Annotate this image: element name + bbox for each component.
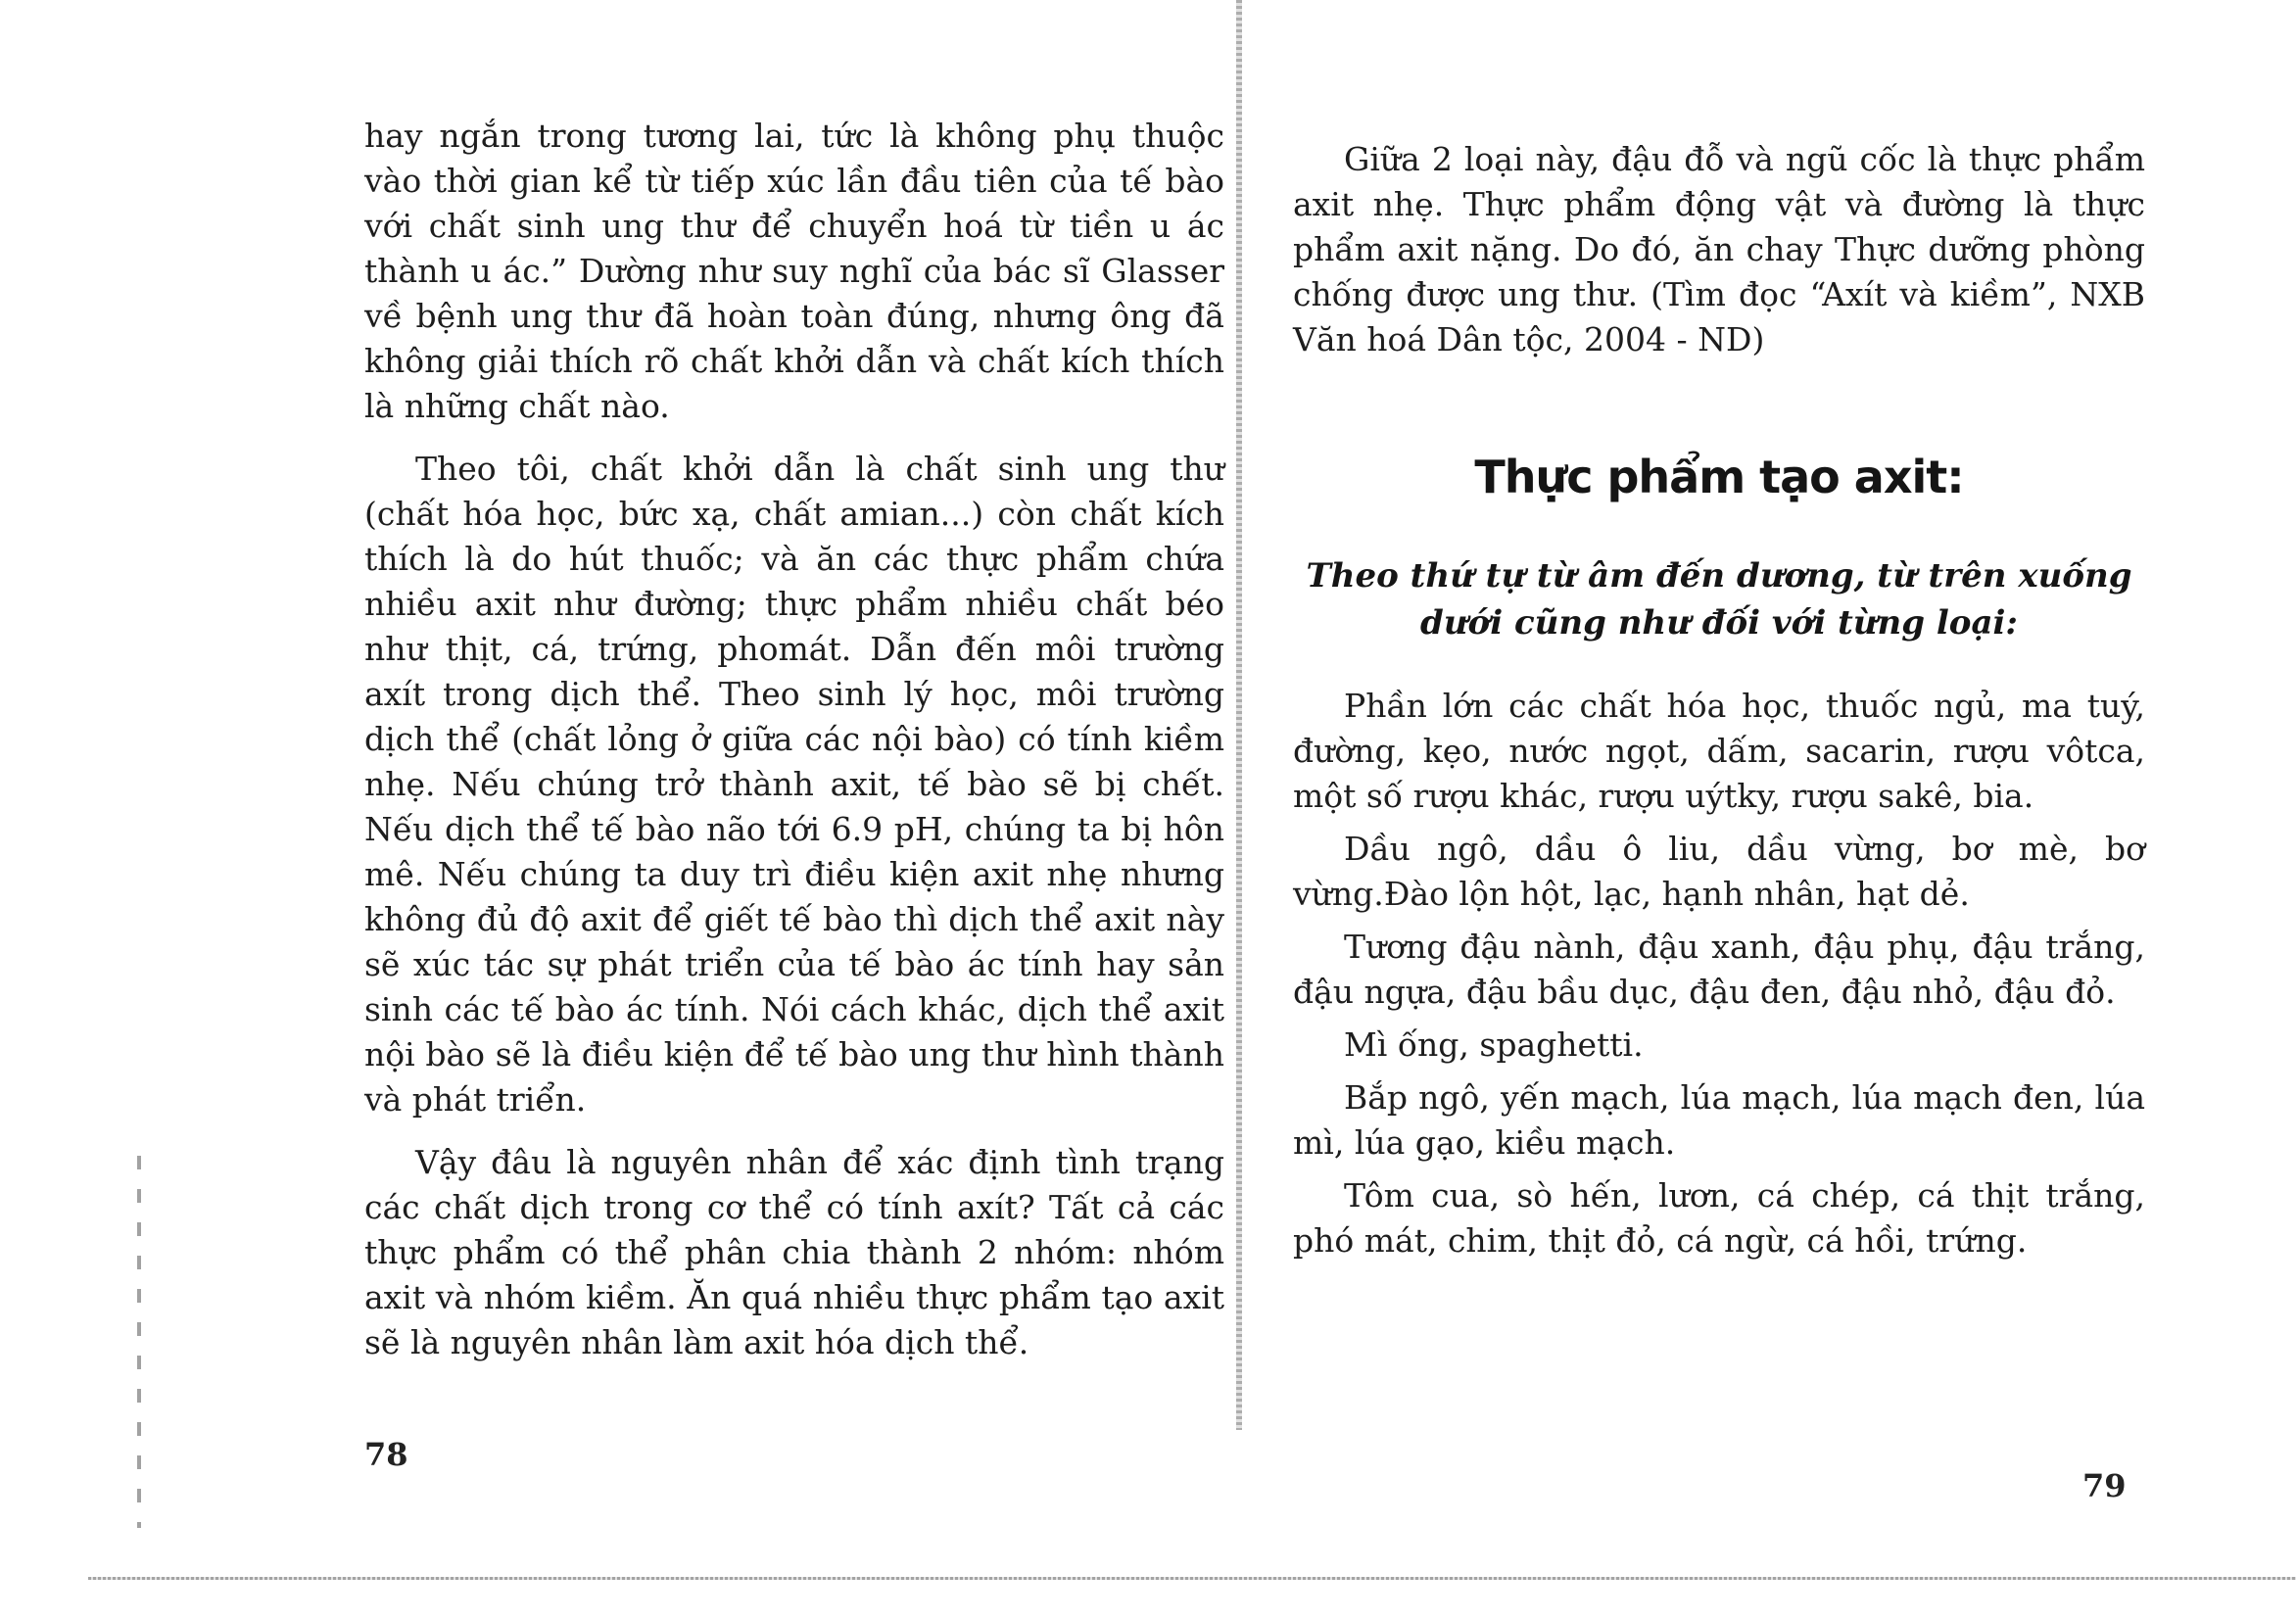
left-paragraph-2: Theo tôi, chất khởi dẫn là chất sinh ung thư (chất hóa học, bức xạ, chất amian...) còn chất kích thích là do hút thuốc; và ăn các thực phẩm chứa nhiều axit như đường; thực phẩm nhiều chất béo như thịt, cá, trứng, phomát. Dẫn đến môi trường axít trong dịch thể. Theo sinh lý học, môi trường dịch thể (chất lỏng ở giữa các nội bào) có tính kiềm nhẹ. Nếu chúng trở thành axit, tế bào sẽ bị chết. Nếu dịch thể tế bào não tới 6.9 pH, chúng ta bị hôn mê. Nếu chúng ta duy trì điều kiện axit nhẹ nhưng không đủ độ axit để giết tế bào thì dịch thể axit này sẽ xúc tác sự phát triển của tế bào ác tính hay sản sinh các tế bào ác tính. Nói cách khác, dịch thể axit nội bào sẽ là điều kiện để tế bào ung thư hình thành và phát triển. <box>364 450 1224 1119</box>
left-paragraph-3: Vậy đâu là nguyên nhân để xác định tình trạng các chất dịch trong cơ thể có tính axít? Tất cả các thực phẩm có thể phân chia thành 2 nhóm: nhóm axit và nhóm kiềm. Ăn quá nhiều thực phẩm tạo axit sẽ là nguyên nhân làm axit hóa dịch thể. <box>364 1143 1224 1361</box>
scan-bottom-edge <box>88 1577 2296 1580</box>
food-list-item: Phần lớn các chất hóa học, thuốc ngủ, ma tuý, đường, kẹo, nước ngọt, dấm, sacarin, rượu vôtca, một số rượu khác, rượu uýtky, rượu sakê, bia. <box>1293 687 2145 815</box>
section-subheading: Theo thứ tự từ âm đến dương, từ trên xuống dưới cũng như đối với từng loại: <box>1306 556 2132 643</box>
food-list-item: Bắp ngô, yến mạch, lúa mạch, lúa mạch đen, lúa mì, lúa gạo, kiều mạch. <box>1293 1078 2145 1162</box>
section-heading: Thực phẩm tạo axit: <box>1474 451 1964 503</box>
right-intro-paragraph: Giữa 2 loại này, đậu đỗ và ngũ cốc là thực phẩm axit nhẹ. Thực phẩm động vật và đường là thực phẩm axit nặng. Do đó, ăn chay Thực dưỡng phòng chống được ung thư. (Tìm đọc “Axít và kiềm”, NXB Văn hoá Dân tộc, 2004 - ND) <box>1293 140 2145 358</box>
left-page-body <box>364 114 1224 1383</box>
food-list-item: Tương đậu nành, đậu xanh, đậu phụ, đậu trắng, đậu ngựa, đậu bầu dục, đậu đen, đậu nhỏ, đậu đỏ. <box>1293 928 2145 1011</box>
right-page-body <box>1293 137 2145 1271</box>
food-list-item: Mì ống, spaghetti. <box>1344 1025 1644 1064</box>
left-page-number: 78 <box>364 1436 408 1473</box>
food-list-item: Dầu ngô, dầu ô liu, dầu vừng, bơ mè, bơ vừng.Đào lộn hột, lạc, hạnh nhân, hạt dẻ. <box>1293 830 2145 913</box>
left-paragraph-1: hay ngắn trong tương lai, tức là không phụ thuộc vào thời gian kể từ tiếp xúc lần đầu tiên của tế bào với chất sinh ung thư để chuyển hoá từ tiền u ác thành u ác.” Dường như suy nghĩ của bác sĩ Glasser về bệnh ung thư đã hoàn toàn đúng, nhưng ông đã không giải thích rõ chất khởi dẫn và chất kích thích là những chất nào. <box>364 117 1224 425</box>
food-list-item: Tôm cua, sò hến, lươn, cá chép, cá thịt trắng, phó mát, chim, thịt đỏ, cá ngừ, cá hồi, trứng. <box>1293 1176 2145 1260</box>
scan-edge-marks <box>137 1156 141 1528</box>
right-page-number: 79 <box>2082 1467 2127 1504</box>
